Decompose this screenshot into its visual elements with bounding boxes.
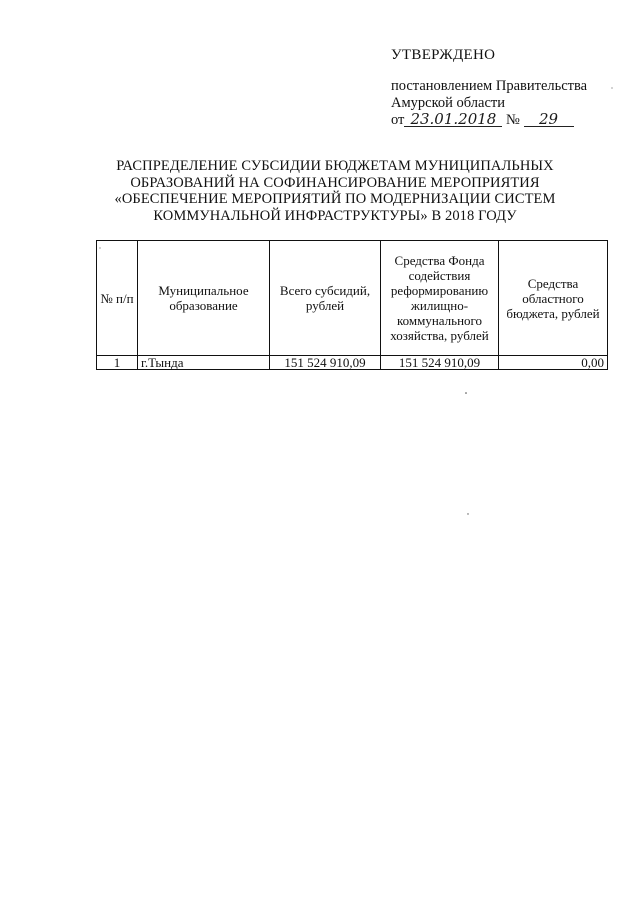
header-fund: Средства Фонда содействия реформированию жилищно-коммунального хозяйства, рублей bbox=[381, 241, 499, 356]
handwritten-date: 23.01.2018 bbox=[404, 112, 502, 127]
header-regional: Средства областного бюджета, рублей bbox=[499, 241, 608, 356]
header-total: Всего субсидий, рублей bbox=[270, 241, 381, 356]
date-prefix: от bbox=[391, 112, 405, 128]
header-municipality: Муниципальное образование bbox=[138, 241, 270, 356]
approval-region-line: Амурской области bbox=[391, 95, 505, 111]
title-line: «ОБЕСПЕЧЕНИЕ МЕРОПРИЯТИЙ ПО МОДЕРНИЗАЦИИ СИСТЕМ bbox=[114, 191, 556, 207]
table-header-row bbox=[97, 241, 608, 356]
cell-regional: 0,00 bbox=[499, 356, 608, 370]
cell-number: 1 bbox=[97, 356, 138, 370]
cell-fund: 151 524 910,09 bbox=[381, 356, 499, 370]
approval-heading: УТВЕРЖДЕНО bbox=[391, 47, 496, 63]
subsidy-distribution-table bbox=[96, 240, 608, 370]
approval-block bbox=[391, 47, 626, 129]
header-number: № п/п bbox=[97, 241, 138, 356]
title-line: РАСПРЕДЕЛЕНИЕ СУБСИДИИ БЮДЖЕТАМ МУНИЦИПАЛЬНЫХ bbox=[116, 158, 554, 174]
handwritten-number: 29 bbox=[524, 112, 574, 127]
title-line: ОБРАЗОВАНИЙ НА СОФИНАНСИРОВАНИЕ МЕРОПРИЯТИЯ bbox=[130, 174, 540, 191]
cell-total: 151 524 910,09 bbox=[270, 356, 381, 370]
table-row bbox=[97, 356, 608, 370]
approval-date-line bbox=[391, 112, 626, 129]
title-line: КОММУНАЛЬНОЙ ИНФРАСТРУКТУРЫ» В 2018 ГОДУ bbox=[153, 207, 517, 224]
cell-municipality: г.Тында bbox=[138, 356, 270, 370]
document-title bbox=[70, 158, 600, 224]
approval-resolution-line: постановлением Правительства bbox=[391, 78, 588, 94]
number-sign: № bbox=[506, 112, 520, 128]
